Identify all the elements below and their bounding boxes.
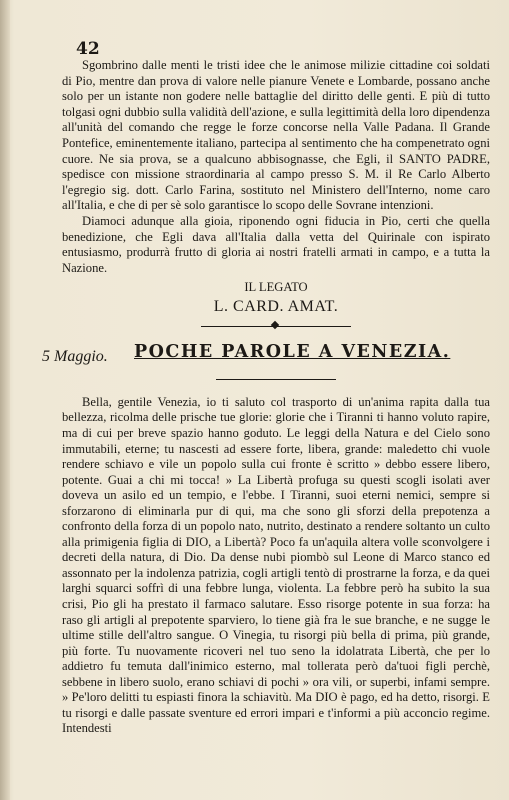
- paragraph-1: Sgombrino dalle menti le tristi idee che le animose milizie cittadine coi soldati di Pio, mentre dan prova di valore nelle pianure Venete e Lombarde, possano anche solo per un istante non godere nelle battaglie del diritto delle genti. E più di tutto tolgasi ogni dubbio sulla validità dell'azione, e sulla legittimità della loro dipendenza all'unità del comando che regge le forze concorse nella Valle Padana. Il Grande Pontefice, eminentemente italiano, partecipa al sentimento che ha compenetrato ogni cuore. Ne sia prova, se a qualcuno abbisognasse, che Egli, il SANTO PADRE, spedisce con missione straordinaria al campo presso S. M. il Re Carlo Alberto l'egregio sig. dott. Carlo Farina, sostituto nel Ministero dell'Interno, nome caro all'Italia, e che di per sè solo garantisce lo scopo delle Sovrane intenzioni.: [62, 58, 490, 213]
- paragraph-3: Bella, gentile Venezia, io ti saluto col trasporto di un'anima rapita dalla tua bellezza, ricolma delle prische tue glorie: glorie che i Tiranni ti hanno voluto rapire, ma di cui per breve spazio hanno goduto. Le leggi della Natura e del Cielo sono immutabili, eterne; tu nascesti ad essere forte, libera, grande: maledetto chi vuole rendere schiavo e vile un popolo sulla cui fronte è scritto » debbo essere libero, potente. Guai a chi mi tocca! » La Libertà profuga su questi scogli isolati aver doveva un asilo ed un tempio, e l'ebbe. I Tiranni, suoi eterni nemici, sempre si sforzarono di eliminarla pur di qui, ma che sono gli sforzi della prepotenza a confronto della forza di un popolo nato, nutrito, destinato a rendere soltanto un culto alla primigenia figlia di DIO, a Libertà? Poco fa un'aquila altera volle sconvolgere i decreti della natura, di Dio. Da dense nubi piombò sul Leone di Marco stanco ed assonnato per la indolenza patrizia, cogli artigli tentò di prostrarne la forza, e da quei larghi squarci soffrì di una febbre lunga, violenta. La febbre però ha subito la sua crisi, Pio gli ha prestato il farmaco salutare. Esso risorge potente in sua forza: ha raso gli artigli al prepotente sparviero, lo tiene già fra le sue branche, e ne sugge le ultime stille dell'altro sangue. O Vinegia, tu risorgi più bella di prima, più grande, più forte. Tu nuovamente ricoveri nel tuo seno la idolatrata Libertà, che per lo addietro fu temuta dall'inimico esterno, mal tollerata però da'tuoi figli perchè, sebbene in libero suolo, erano schiavi di pochi » ora vili, or superbi, infami sempre. » Pe'loro delitti tu espiasti finora la schiavitù. Ma DIO è pago, ed ha detto, risorgi. E tu risorgi e dalle passate sventure ed errori impari e t'informi a più acconcio regime. Intendesti: [62, 394, 490, 736]
- page-text-block: [42, 39, 490, 737]
- page-spine-shadow: [0, 0, 10, 800]
- section-divider: [201, 321, 351, 333]
- signature-title: IL LEGATO: [244, 280, 308, 295]
- page-number: 42: [76, 39, 100, 59]
- divider-ornament-icon: [271, 321, 279, 329]
- article-date: 5 Maggio.: [42, 347, 108, 365]
- article-title: POCHE PAROLE A VENEZIA.: [134, 341, 451, 362]
- paragraph-2: Diamoci adunque alla gioia, riponendo ogni fiducia in Pio, certi che quella benedizione, che Egli dava all'Italia dalla vetta del Quirinale con ispirato entusiasmo, produrrà frutto di gloria ai nostri fratelli armati in campo, e a tutta la Nazione.: [62, 213, 490, 275]
- title-underline-rule: [216, 377, 336, 383]
- article-header: [42, 341, 490, 373]
- signature-name: L. CARD. AMAT.: [213, 297, 339, 315]
